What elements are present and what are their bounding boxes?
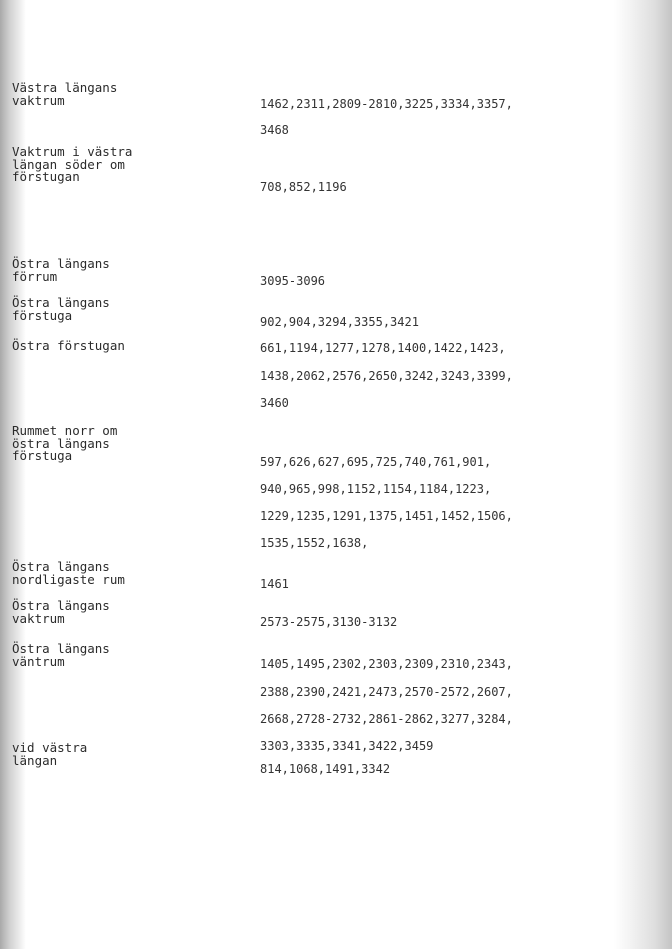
entry-reference-line: 902,904,3294,3355,3421 [260, 315, 419, 329]
entry-reference-line: 1461 [260, 577, 289, 591]
entry-label: Östra längans nordligaste rum [12, 559, 125, 587]
entry-reference-line: 3460 [260, 396, 289, 410]
entry-label: vid västra längan [12, 740, 88, 768]
entry-label: Östra längans vaktrum [12, 598, 110, 626]
entry-reference-line: 814,1068,1491,3342 [260, 762, 391, 776]
entry-reference-line: 3095-3096 [260, 274, 326, 288]
entry-reference-line: 2668,2728-2732,2861-2862,3277,3284, [260, 712, 513, 726]
entry-reference-line: 708,852,1196 [260, 180, 347, 194]
entry-reference-line: 2388,2390,2421,2473,2570-2572,2607, [260, 685, 513, 699]
entry-label: Östra längans förstuga [12, 295, 110, 323]
entry-label: Vaktrum i västra längan söder om förstugan [12, 144, 133, 184]
entry-reference-line: 2573-2575,3130-3132 [260, 615, 398, 629]
scan-shadow-right [614, 0, 672, 949]
entry-reference-line: 3303,3335,3341,3422,3459 [260, 739, 434, 753]
entry-reference-line: 940,965,998,1152,1154,1184,1223, [260, 482, 492, 496]
entry-reference-line: 1462,2311,2809-2810,3225,3334,3357, [260, 97, 513, 111]
entry-label: Östra längans väntrum [12, 641, 110, 669]
entry-label: Östra förstugan [12, 338, 125, 353]
entry-reference-line: 1405,1495,2302,2303,2309,2310,2343, [260, 657, 513, 671]
scan-shadow-left [0, 0, 26, 949]
entry-reference-line: 3468 [260, 123, 289, 137]
entry-reference-line: 597,626,627,695,725,740,761,901, [260, 455, 492, 469]
entry-reference-line: 1535,1552,1638, [260, 536, 369, 550]
entry-reference-line: 1438,2062,2576,2650,3242,3243,3399, [260, 369, 513, 383]
entry-reference-line: 661,1194,1277,1278,1400,1422,1423, [260, 341, 506, 355]
entry-label: Östra längans förrum [12, 256, 110, 284]
entry-label: Rummet norr om östra längans förstuga [12, 423, 118, 463]
entry-label: Västra längans vaktrum [12, 80, 118, 108]
entry-reference-line: 1229,1235,1291,1375,1451,1452,1506, [260, 509, 513, 523]
